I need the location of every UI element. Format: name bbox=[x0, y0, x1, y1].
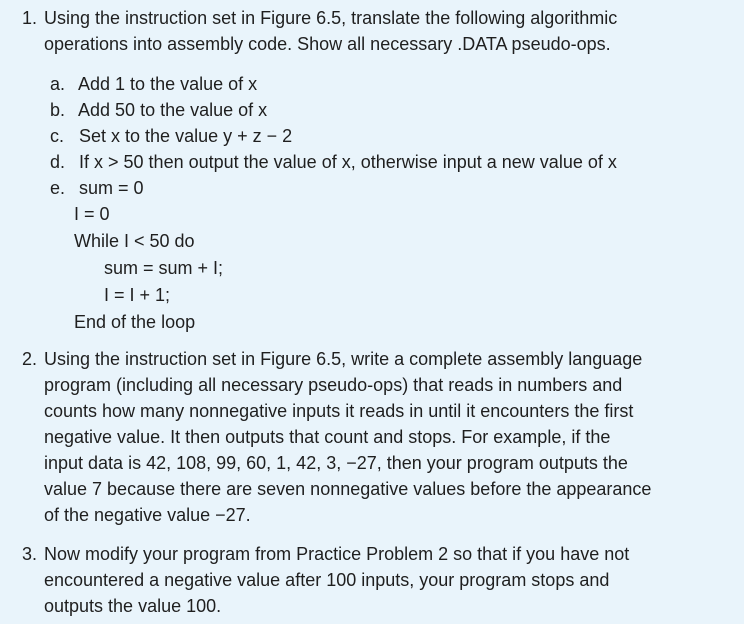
q1-code-line-4: I = I + 1; bbox=[104, 285, 171, 305]
q1-line-1: Using the instruction set in Figure 6.5, translate the following algorithmic bbox=[44, 8, 618, 28]
q2-line-4: negative value. It then outputs that count and stops. For example, if the bbox=[44, 427, 611, 447]
q1-item-d bbox=[50, 152, 617, 173]
q2-number: 2. bbox=[22, 349, 38, 369]
q1-item-b-text: Add 50 to the value of x bbox=[78, 100, 268, 120]
q2-line-3: counts how many nonnegative inputs it reads in until it encounters the first bbox=[44, 401, 634, 421]
q1-code-line-1: I = 0 bbox=[74, 204, 110, 224]
q1-item-c-letter: c. bbox=[50, 126, 65, 146]
q2-line-1: Using the instruction set in Figure 6.5, write a complete assembly language bbox=[44, 349, 643, 369]
q1-item-e-text: sum = 0 bbox=[79, 178, 144, 198]
q2-line-5: input data is 42, 108, 99, 60, 1, 42, 3, −27, then your program outputs the bbox=[44, 453, 628, 473]
q2-line-2: program (including all necessary pseudo-ops) that reads in numbers and bbox=[44, 375, 623, 395]
q1-item-e-letter: e. bbox=[50, 178, 66, 198]
q1-item-a bbox=[50, 74, 257, 95]
q1-number: 1. bbox=[22, 8, 38, 28]
q3-number: 3. bbox=[22, 544, 38, 564]
q1-item-a-letter: a. bbox=[50, 74, 66, 94]
q1-line-2: operations into assembly code. Show all necessary .DATA pseudo-ops. bbox=[44, 34, 611, 54]
q3-line-2: encountered a negative value after 100 inputs, your program stops and bbox=[44, 570, 610, 590]
q1-code-line-2: While I < 50 do bbox=[74, 231, 195, 251]
q1-item-b bbox=[50, 100, 267, 121]
q3-line-1: Now modify your program from Practice Problem 2 so that if you have not bbox=[44, 544, 630, 564]
q1-code-line-5: End of the loop bbox=[74, 312, 196, 332]
q3-line-3: outputs the value 100. bbox=[44, 596, 222, 616]
q1-item-b-letter: b. bbox=[50, 100, 66, 120]
q1-item-d-letter: d. bbox=[50, 152, 66, 172]
q1-code-line-3: sum = sum + I; bbox=[104, 258, 224, 278]
q2-line-7: of the negative value −27. bbox=[44, 505, 251, 525]
q2-line-6: value 7 because there are seven nonnegative values before the appearance bbox=[44, 479, 652, 499]
q1-item-c-text: Set x to the value y + z − 2 bbox=[79, 126, 293, 146]
q1-item-a-text: Add 1 to the value of x bbox=[78, 74, 258, 94]
q1-item-d-text: If x > 50 then output the value of x, otherwise input a new value of x bbox=[79, 152, 617, 172]
q1-item-e bbox=[50, 178, 144, 199]
q1-item-c bbox=[50, 126, 292, 147]
